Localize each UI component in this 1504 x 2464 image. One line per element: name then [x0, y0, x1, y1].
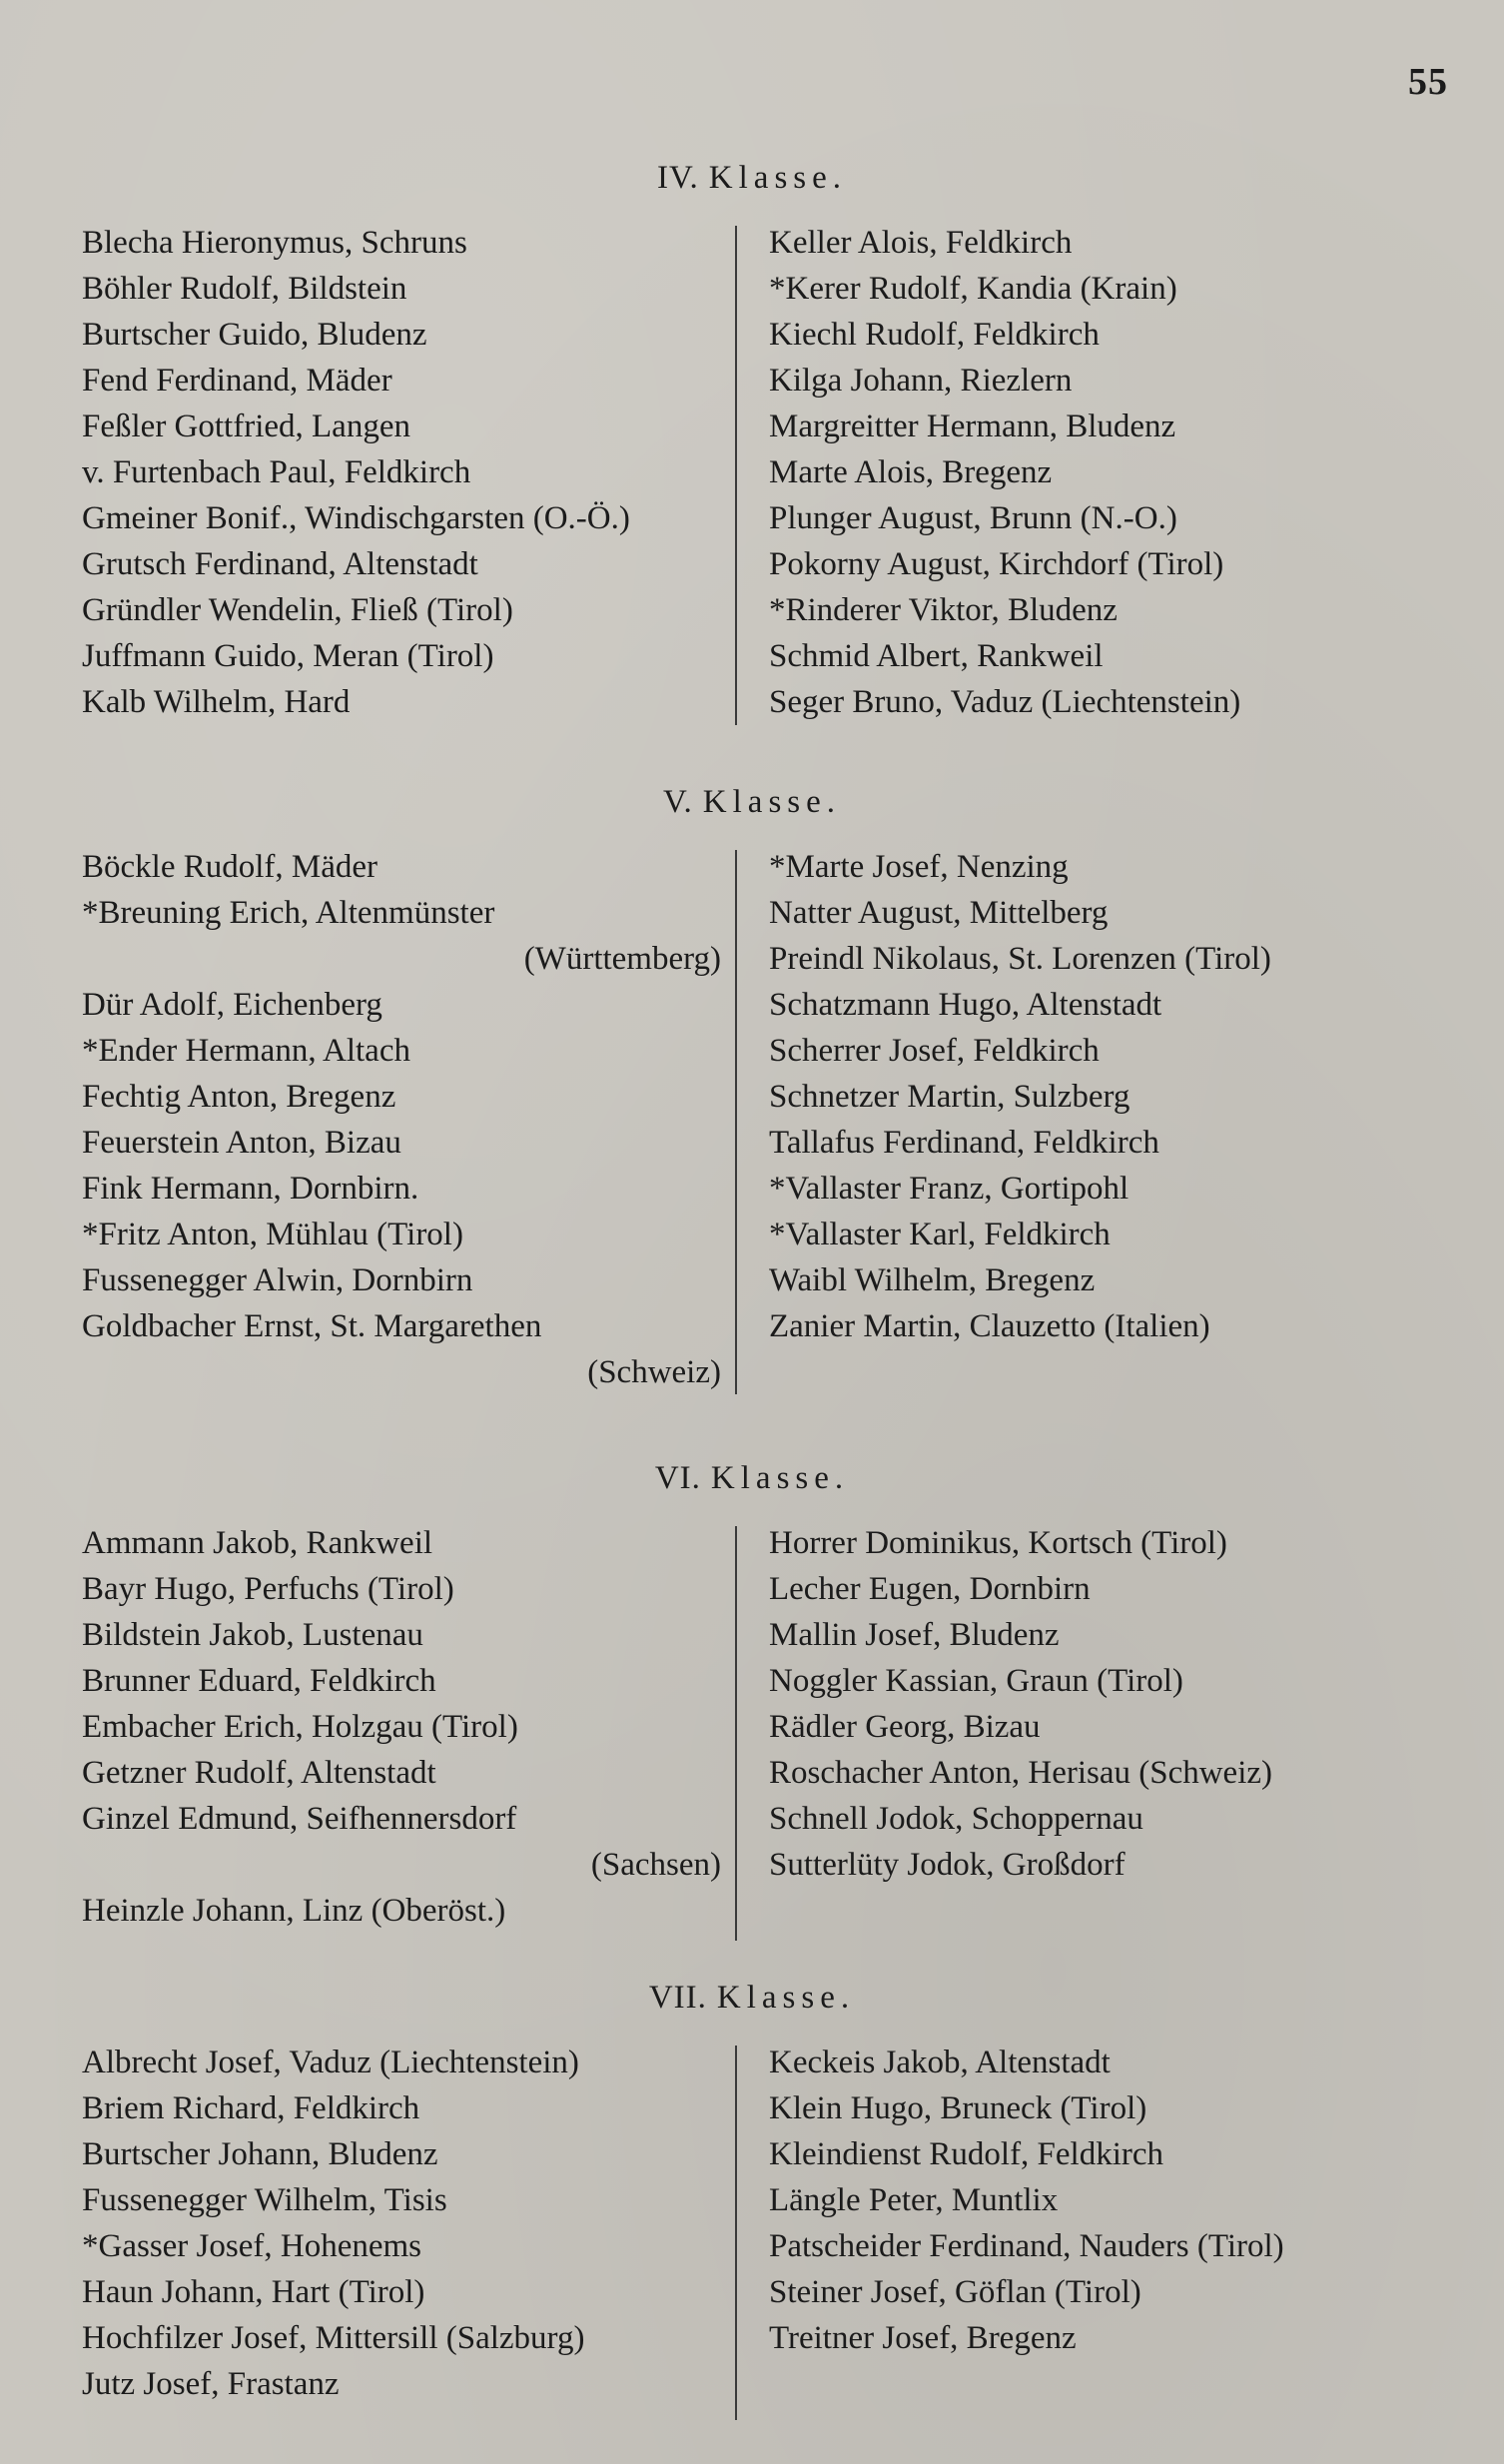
list-item: Schnetzer Martin, Sulzberg: [769, 1079, 1130, 1115]
list-item: *Vallaster Karl, Feldkirch: [769, 1217, 1111, 1252]
list-item: Kleindienst Rudolf, Feldkirch: [769, 2136, 1164, 2172]
list-item-continuation: (Württemberg): [523, 941, 721, 977]
section-title: [0, 1980, 1504, 2017]
column-divider: [735, 2046, 737, 2420]
list-item: Burtscher Guido, Bludenz: [82, 317, 427, 353]
list-item: *Rinderer Viktor, Bludenz: [769, 592, 1118, 628]
list-item: v. Furtenbach Paul, Feldkirch: [82, 454, 471, 490]
list-item: Briem Richard, Feldkirch: [82, 2090, 420, 2126]
list-item-continuation: (Sachsen): [590, 1847, 721, 1883]
right-column: [769, 844, 1448, 1349]
list-item: Scherrer Josef, Feldkirch: [769, 1033, 1100, 1069]
left-column: [82, 844, 721, 1395]
left-column: [82, 2040, 721, 2407]
list-item: Seger Bruno, Vaduz (Liechtenstein): [769, 684, 1241, 720]
list-item: Waibl Wilhelm, Bregenz: [769, 1262, 1096, 1298]
list-item: Gmeiner Bonif., Windischgarsten (O.-Ö.): [82, 500, 630, 536]
list-item: Böckle Rudolf, Mäder: [82, 849, 378, 885]
list-item: Kilga Johann, Riezlern: [769, 363, 1073, 399]
list-item: Fussenegger Alwin, Dornbirn: [82, 1262, 473, 1298]
list-item: Hochfilzer Josef, Mittersill (Salzburg): [82, 2320, 585, 2356]
list-item: Horrer Dominikus, Kortsch (Tirol): [769, 1525, 1227, 1561]
list-item: Tallafus Ferdinand, Feldkirch: [769, 1125, 1159, 1161]
list-item: Pokorny August, Kirchdorf (Tirol): [769, 546, 1224, 582]
list-item: Schatzmann Hugo, Altenstadt: [769, 987, 1162, 1023]
list-item: Albrecht Josef, Vaduz (Liechtenstein): [82, 2045, 579, 2080]
list-item: Zanier Martin, Clauzetto (Italien): [769, 1308, 1210, 1344]
section-word: Klasse.: [710, 1460, 850, 1496]
list-item: Sutterlüty Jodok, Großdorf: [769, 1847, 1126, 1883]
list-item: Grutsch Ferdinand, Altenstadt: [82, 546, 478, 582]
list-item: *Marte Josef, Nenzing: [769, 849, 1069, 885]
list-item: Fink Hermann, Dornbirn.: [82, 1171, 419, 1207]
list-item: Gründler Wendelin, Fließ (Tirol): [82, 592, 513, 628]
right-column: [769, 2040, 1448, 2361]
left-column: [82, 1520, 721, 1934]
list-item: Haun Johann, Hart (Tirol): [82, 2274, 425, 2310]
list-item: Juffmann Guido, Meran (Tirol): [82, 638, 494, 674]
list-item: *Gasser Josef, Hohenems: [82, 2228, 422, 2264]
list-item: Brunner Eduard, Feldkirch: [82, 1663, 436, 1699]
column-divider: [735, 1526, 737, 1941]
list-item: Ginzel Edmund, Seifhennersdorf: [82, 1801, 517, 1837]
left-column: [82, 220, 721, 725]
list-item: Fechtig Anton, Bregenz: [82, 1079, 396, 1115]
list-item: Margreitter Hermann, Bludenz: [769, 409, 1176, 444]
list-item: Noggler Kassian, Graun (Tirol): [769, 1663, 1183, 1699]
list-item: Goldbacher Ernst, St. Margarethen: [82, 1308, 542, 1344]
list-item: Feuerstein Anton, Bizau: [82, 1125, 401, 1161]
list-item: Klein Hugo, Bruneck (Tirol): [769, 2090, 1147, 2126]
list-item: Fussenegger Wilhelm, Tisis: [82, 2182, 447, 2218]
list-item: Patscheider Ferdinand, Nauders (Tirol): [769, 2228, 1284, 2264]
section-title: [0, 160, 1504, 197]
page-number: 55: [1408, 61, 1448, 103]
list-item: Dür Adolf, Eichenberg: [82, 987, 382, 1023]
list-item: Bildstein Jakob, Lustenau: [82, 1617, 423, 1653]
list-item: Lecher Eugen, Dornbirn: [769, 1571, 1091, 1607]
section-number: IV.: [656, 160, 699, 196]
list-item-continuation: (Schweiz): [587, 1354, 721, 1390]
list-item: Jutz Josef, Frastanz: [82, 2366, 340, 2402]
list-item: Steiner Josef, Göflan (Tirol): [769, 2274, 1141, 2310]
list-item: *Vallaster Franz, Gortipohl: [769, 1171, 1129, 1207]
list-item: Heinzle Johann, Linz (Oberöst.): [82, 1893, 506, 1929]
list-item: Roschacher Anton, Herisau (Schweiz): [769, 1755, 1273, 1791]
section-number: VII.: [648, 1980, 707, 2016]
list-item: Plunger August, Brunn (N.-O.): [769, 500, 1177, 536]
list-item: Keckeis Jakob, Altenstadt: [769, 2045, 1111, 2080]
list-item: *Ender Hermann, Altach: [82, 1033, 410, 1069]
list-item: Natter August, Mittelberg: [769, 895, 1109, 931]
list-item: Schnell Jodok, Schoppernau: [769, 1801, 1143, 1837]
list-item: Mallin Josef, Bludenz: [769, 1617, 1060, 1653]
list-item: *Fritz Anton, Mühlau (Tirol): [82, 1217, 463, 1252]
list-item: Kiechl Rudolf, Feldkirch: [769, 317, 1100, 353]
section-word: Klasse.: [702, 784, 842, 820]
list-item: Ammann Jakob, Rankweil: [82, 1525, 433, 1561]
list-item: Feßler Gottfried, Langen: [82, 409, 410, 444]
list-item: Blecha Hieronymus, Schruns: [82, 225, 467, 261]
column-divider: [735, 226, 737, 725]
list-item: Kalb Wilhelm, Hard: [82, 684, 351, 720]
list-item: Burtscher Johann, Bludenz: [82, 2136, 438, 2172]
list-item: Getzner Rudolf, Altenstadt: [82, 1755, 436, 1791]
list-item: *Breuning Erich, Altenmünster: [82, 895, 495, 931]
right-column: [769, 1520, 1448, 1888]
section-title: [0, 784, 1504, 821]
list-item: *Kerer Rudolf, Kandia (Krain): [769, 271, 1177, 307]
section-title: [0, 1460, 1504, 1497]
list-item: Böhler Rudolf, Bildstein: [82, 271, 407, 307]
section-word: Klasse.: [716, 1980, 856, 2016]
list-item: Embacher Erich, Holzgau (Tirol): [82, 1709, 518, 1745]
list-item: Preindl Nikolaus, St. Lorenzen (Tirol): [769, 941, 1271, 977]
column-divider: [735, 850, 737, 1394]
section-number: VI.: [654, 1460, 701, 1496]
right-column: [769, 220, 1448, 725]
list-item: Fend Ferdinand, Mäder: [82, 363, 392, 399]
list-item: Rädler Georg, Bizau: [769, 1709, 1041, 1745]
list-item: Längle Peter, Muntlix: [769, 2182, 1059, 2218]
list-item: Marte Alois, Bregenz: [769, 454, 1053, 490]
list-item: Schmid Albert, Rankweil: [769, 638, 1104, 674]
list-item: Treitner Josef, Bregenz: [769, 2320, 1077, 2356]
list-item: Keller Alois, Feldkirch: [769, 225, 1073, 261]
section-number: V.: [662, 784, 693, 820]
list-item: Bayr Hugo, Perfuchs (Tirol): [82, 1571, 454, 1607]
section-word: Klasse.: [708, 160, 848, 196]
